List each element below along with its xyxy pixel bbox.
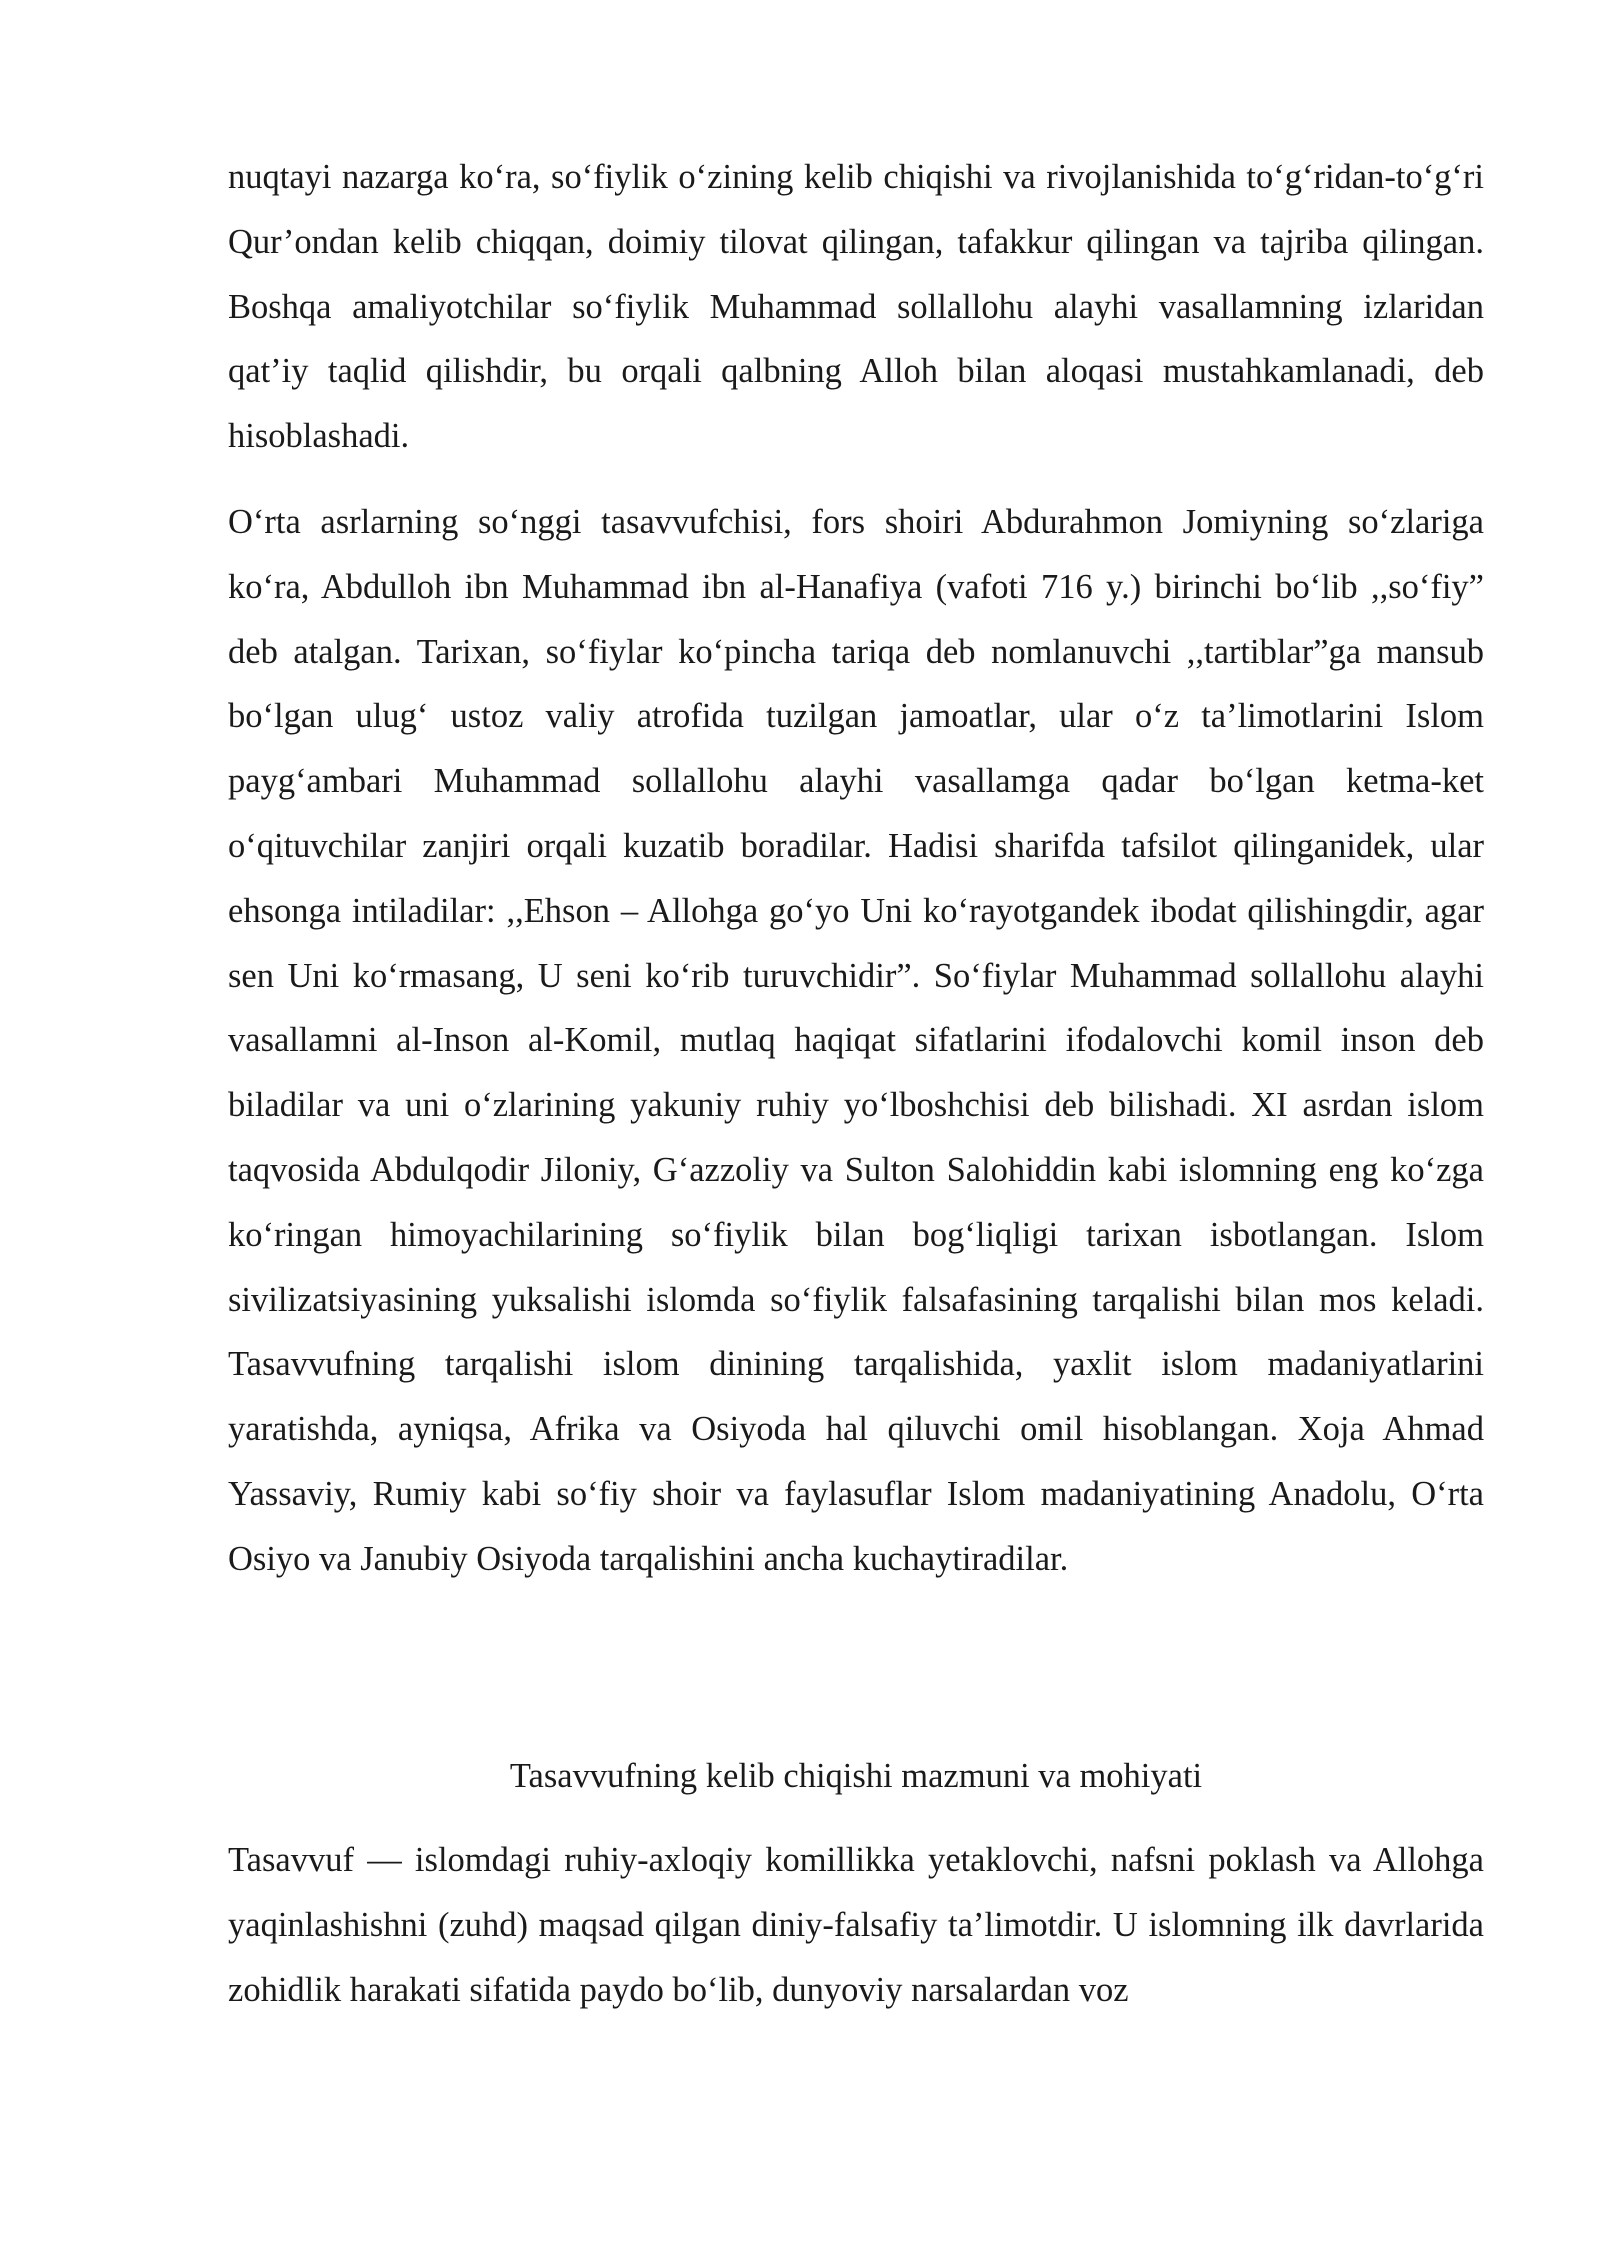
section-heading: Tasavvufning kelib chiqishi mazmuni va mohiyati <box>509 1757 1203 1795</box>
paragraph-2: O‘rta asrlarning so‘nggi tasavvufchisi, fors shoiri Abdurahmon Jomiyning so‘zlariga ko‘ra, Abdulloh ibn Muhammad ibn al-Hanafiya (vafoti 716 y.) birinchi bo‘lib ,,so‘fiy” deb atalgan. Tarixan, so‘fiylar ko‘pincha tariqa deb nomlanuvchi ,,tartiblar”ga mansub bo‘lgan ulug‘ ustoz valiy atrofida tuzilgan jamoatlar, ular o‘z ta’limotlarini Islom payg‘ambari Muhammad sollallohu alayhi vasallamga qadar bo‘lgan ketma-ket o‘qituvchilar zanjiri orqali kuzatib boradilar. Hadisi sharifda tafsilot qilinganidek, ular ehsonga intiladilar: ,,Ehson – Allohga go‘yo Uni ko‘rayotgandek ibodat qilishingdir, agar sen Uni ko‘rmasang, U seni ko‘rib turuvchidir”. So‘fiylar Muhammad sollallohu alayhi vasallamni al-Inson al-Komil, mutlaq haqiqat sifatlarini ifodalovchi komil inson deb biladilar va uni o‘zlarining yakuniy ruhiy yo‘lboshchisi deb bilishadi. XI asrdan islom taqvosida Abdulqodir Jiloniy, G‘azzoliy va Sulton Salohiddin kabi islomning eng ko‘zga ko‘ringan himoyachilarining so‘fiylik bilan bog‘liqligi tarixan isbotlangan. Islom sivilizatsiyasining yuksalishi islomda so‘fiylik falsafasining tarqalishi bilan mos keladi. Tasavvufning tarqalishi islom dinining tarqalishida, yaxlit islom madaniyatlarini yaratishda, ayniqsa, Afrika va Osiyoda hal qiluvchi omil hisoblangan. Xoja Ahmad Yassaviy, Rumiy kabi so‘fiy shoir va faylasuflar Islom madaniyatining Anadolu, O‘rta Osiyo va Janubiy Osiyoda tarqalishini ancha kuchaytiradilar. <box>228 503 1484 1578</box>
paragraph-1: nuqtayi nazarga ko‘ra, so‘fiylik o‘zining kelib chiqishi va rivojlanishida to‘g‘ridan-to‘g‘ri Qur’ondan kelib chiqqan, doimiy tilovat qilingan, tafakkur qilingan va tajriba qilingan. Boshqa amaliyotchilar so‘fiylik Muhammad sollallohu alayhi vasallamning izlaridan qat’iy taqlid qilishdir, bu orqali qalbning Alloh bilan aloqasi mustahkamlanadi, deb hisoblashadi. <box>228 158 1484 456</box>
paragraph-3: Tasavvuf — islomdagi ruhiy-axloqiy komillikka yetaklovchi, nafsni poklash va Allohga yaqinlashishni (zuhd) maqsad qilgan diniy-falsafiy ta’limotdir. U islomning ilk davrlarida zohidlik harakati sifatida paydo bo‘lib, dunyoviy narsalardan voz <box>228 1841 1484 2009</box>
